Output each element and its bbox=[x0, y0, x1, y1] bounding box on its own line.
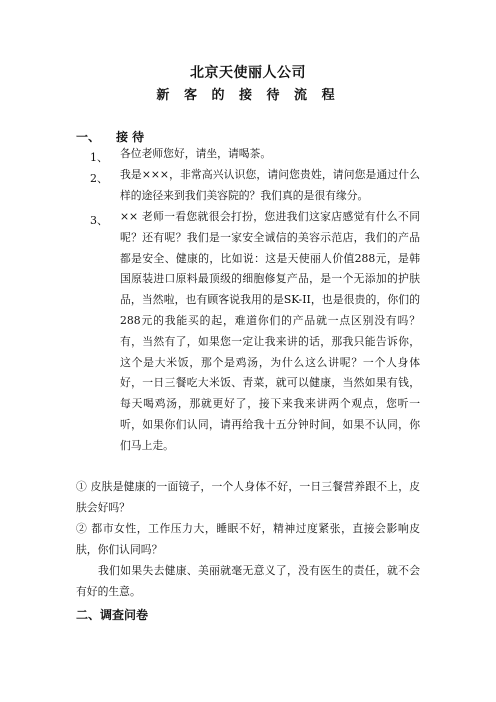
item-text-3: ×× 老师一看您就很会打扮，您进我们这家店感觉有什么不同呢？还有呢？我们是一家安全诚信的美容示范店，我们的产品都是安全、健康的，比如说：这是天使丽人价值288元，是韩国原装进口原料最顶级的细胞修复产品，是一个无添加的护肤品，当然啦，也有顾客说我用的是SK-II，也是很贵的，你们的288元的我能买的起，难道你们的产品就一点区别没有吗？有，当然有了，如果您一定让我来讲的话，那我只能告诉你，这个是大米饭，那个是鸡汤，为什么这么讲呢？一个人身体好，一日三餐吃大米饭、青菜，就可以健康，当然如果有钱，每天喝鸡汤，那就更好了，接下来我来讲两个观点，您听一听，如果你们认同，请再给我十五分钟时间，如果不认同，你们马上走。 bbox=[120, 210, 420, 452]
document-title: 新 客 的 接 待 流 程 bbox=[156, 88, 340, 103]
point-1: ① 皮肤是健康的一面镜子，一个人身体不好，一日三餐营养跟不上，皮肤会好吗？ bbox=[76, 480, 420, 514]
item-number-3: 3、 bbox=[90, 214, 108, 227]
section-heading-reception bbox=[76, 128, 144, 145]
section-heading-survey: 二、调查问卷 bbox=[76, 608, 149, 622]
section-title: 接 待 bbox=[116, 130, 145, 144]
item-number-1: 1、 bbox=[90, 151, 108, 164]
item-number-2: 2、 bbox=[90, 172, 108, 185]
item-text-1: 各位老师您好，请坐，请喝茶。 bbox=[120, 147, 272, 160]
section-index: 一、 bbox=[76, 130, 101, 144]
company-title: 北京天使丽人公司 bbox=[190, 65, 306, 81]
closing-paragraph: 我们如果失去健康、美丽就毫无意义了，没有医生的责任，就不会有好的生意。 bbox=[76, 564, 420, 598]
item-text-2: 我是×××，非常高兴认识您，请问您贵姓，请问您是通过什么样的途径来到我们美容院的？我们真的是很有缘分。 bbox=[120, 168, 420, 202]
point-2: ② 都市女性，工作压力大，睡眠不好，精神过度紧张，直接会影响皮肤，你们认同吗？ bbox=[76, 522, 420, 556]
